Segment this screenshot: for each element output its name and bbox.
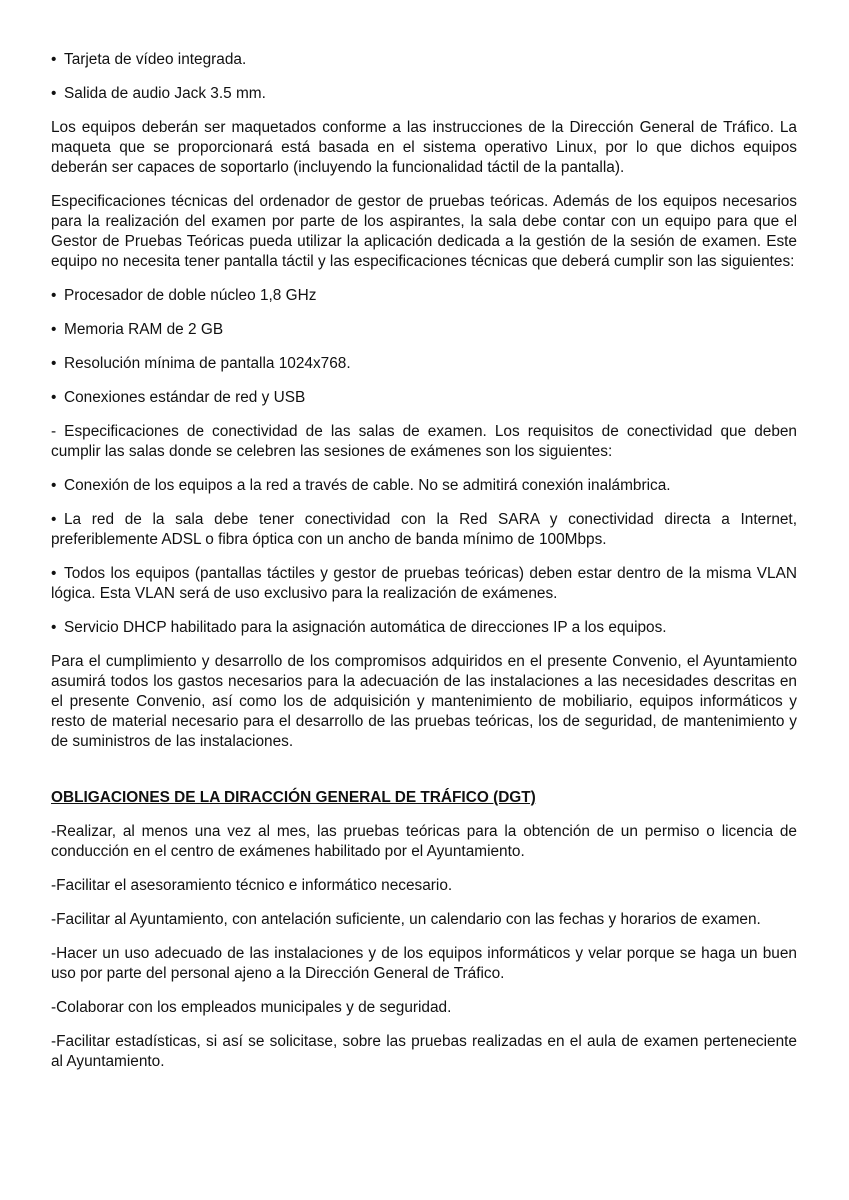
bullet-text: Servicio DHCP habilitado para la asignación automática de direcciones IP a los equipos. <box>64 619 667 636</box>
dgt-item: -Facilitar estadísticas, si así se solicitase, sobre las pruebas realizadas en el aula de examen perteneciente al Ayuntamiento. <box>51 1033 797 1070</box>
dgt-item: -Facilitar el asesoramiento técnico e informático necesario. <box>51 877 453 894</box>
bullet-text: Tarjeta de vídeo integrada. <box>64 51 247 68</box>
bullet-item <box>51 354 797 374</box>
bullet-text: Salida de audio Jack 3.5 mm. <box>64 85 266 102</box>
bullet-dot: • <box>51 389 57 406</box>
bullet-dot: • <box>51 287 57 304</box>
bullet-dot: • <box>51 355 57 372</box>
bullet-item <box>51 388 797 408</box>
bullet-item <box>51 320 797 340</box>
bullet-item <box>51 510 797 550</box>
bullet-text: Memoria RAM de 2 GB <box>64 321 224 338</box>
bullet-dot: • <box>51 85 57 102</box>
bullet-item <box>51 286 797 306</box>
dgt-item: -Hacer un uso adecuado de las instalaciones y de los equipos informáticos y velar porque se haga un buen uso por parte del personal ajeno a la Dirección General de Tráfico. <box>51 945 797 982</box>
section-gap <box>51 766 797 788</box>
paragraph-maquetados: Los equipos deberán ser maquetados conforme a las instrucciones de la Dirección General de Tráfico. La maqueta que se proporcionará está basada en el sistema operativo Linux, por lo que dichos equipos deberán ser capaces de soportarlo (incluyendo la funcionalidad táctil de la pantalla). <box>51 119 797 176</box>
bullet-text: Procesador de doble núcleo 1,8 GHz <box>64 287 317 304</box>
bullet-dot: • <box>51 321 57 338</box>
section-heading-dgt: OBLIGACIONES DE LA DIRACCIÓN GENERAL DE TRÁFICO (DGT) <box>51 789 536 806</box>
bullet-item <box>51 476 797 496</box>
paragraph-ayuntamiento: Para el cumplimiento y desarrollo de los compromisos adquiridos en el presente Convenio, el Ayuntamiento asumirá todos los gastos necesarios para la adecuación de las instalaciones a las necesidades descritas en el presente Convenio, así como los de adquisición y mantenimiento de mobiliario, equipos informáticos y resto de material necesario para el desarrollo de las pruebas teóricas, los de seguridad, de mantenimiento y de suministros de las instalaciones. <box>51 653 797 750</box>
paragraph-gestor: Especificaciones técnicas del ordenador de gestor de pruebas teóricas. Además de los equipos necesarios para la realización del examen por parte de los aspirantes, la sala debe contar con un equipo para que el Gestor de Pruebas Teóricas pueda utilizar la aplicación dedicada a la gestión de la sesión de examen. Este equipo no necesita tener pantalla táctil y las especificaciones técnicas que deberá cumplir son las siguientes: <box>51 193 797 270</box>
dgt-item: -Realizar, al menos una vez al mes, las pruebas teóricas para la obtención de un permiso o licencia de conducción en el centro de exámenes habilitado por el Ayuntamiento. <box>51 823 797 860</box>
bullet-item <box>51 50 797 70</box>
bullet-text: Resolución mínima de pantalla 1024x768. <box>64 355 351 372</box>
paragraph-conectividad: - Especificaciones de conectividad de las salas de examen. Los requisitos de conectividad que deben cumplir las salas donde se celebren las sesiones de exámenes son los siguientes: <box>51 423 797 460</box>
bullet-item <box>51 564 797 604</box>
bullet-text: Conexión de los equipos a la red a través de cable. No se admitirá conexión inalámbrica. <box>64 477 671 494</box>
bullet-dot: • <box>51 477 57 494</box>
bullet-item <box>51 618 797 638</box>
bullet-text: Conexiones estándar de red y USB <box>64 389 306 406</box>
bullet-dot: • <box>51 619 57 636</box>
bullet-text: Todos los equipos (pantallas táctiles y gestor de pruebas teóricas) deben estar dentro de la misma VLAN lógica. Esta VLAN será de uso exclusivo para la realización de exámenes. <box>51 565 797 602</box>
bullet-dot: • <box>51 565 57 582</box>
dgt-item: -Colaborar con los empleados municipales y de seguridad. <box>51 999 452 1016</box>
bullet-dot: • <box>51 511 57 528</box>
dgt-item: -Facilitar al Ayuntamiento, con antelación suficiente, un calendario con las fechas y horarios de examen. <box>51 911 761 928</box>
bullet-dot: • <box>51 51 57 68</box>
bullet-item <box>51 84 797 104</box>
bullet-text: La red de la sala debe tener conectividad con la Red SARA y conectividad directa a Internet, preferiblemente ADSL o fibra óptica con un ancho de banda mínimo de 100Mbps. <box>51 511 797 548</box>
